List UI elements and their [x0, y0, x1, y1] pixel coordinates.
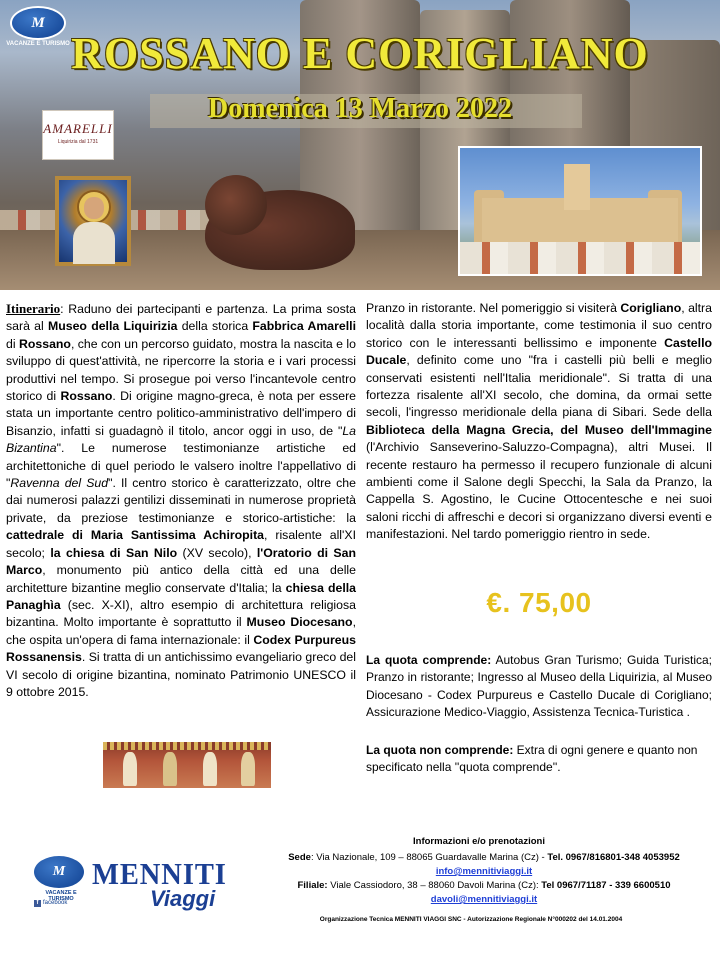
filiale-label: Filiale:	[297, 880, 328, 891]
text-run: ". Le numerose testimonianze artistiche ed architettoniche di quel periodo le valsero inoltre l'appellativo di "	[6, 441, 356, 491]
itinerary-text-right	[366, 301, 712, 541]
text-run: , che ospita un'opera di fama internazionale: il	[6, 615, 356, 647]
brand-subname: Viaggi	[150, 886, 216, 911]
codex-figure	[163, 752, 177, 786]
face-shape	[84, 197, 104, 219]
text-run: Rossano	[19, 336, 71, 351]
text-run: , che con un percorso guidato, mostra la nascita e lo sviluppo di quest'attività, ne ripercorre la storia e i vari processi produttivi nel tempo. Si prosegue poi verso l'incantevole centro storico di	[6, 336, 356, 404]
lion-statue-head	[205, 175, 267, 235]
email-davoli-link[interactable]: davoli@mennitiviaggi.it	[430, 894, 538, 905]
byzantine-icon-image	[55, 176, 131, 266]
castle-town	[460, 242, 702, 276]
text-run: della storica	[177, 319, 253, 334]
text-run: , monumento più antico della città ed una delle architetture bizantine meglio conservate d'Italia; la	[6, 563, 356, 595]
excludes-text: Extra di ogni genere e quanto non specificato nella ''quota comprende''.	[366, 743, 698, 775]
text-run: , altra località dalla storia importante, come testimonia il suo centro storico con le interessanti bellissimo e imponente	[366, 301, 712, 350]
text-run: Biblioteca della Magna Grecia, del Museo dell'Immagine	[366, 422, 712, 437]
logo-mark: M	[10, 6, 66, 40]
text-run: Pranzo in ristorante. Nel pomeriggio si visiterà	[366, 301, 621, 315]
itinerary-text-left	[6, 302, 356, 699]
sede-address: : Via Nazionale, 109 – 88065 Guardavalle Marina (Cz) -	[310, 852, 548, 863]
facebook-link[interactable]	[34, 900, 67, 907]
sede-phone: Tel. 0967/816801-348 4053952	[547, 852, 680, 863]
codex-figure	[203, 752, 217, 786]
brand-name: MENNITI	[92, 856, 227, 891]
includes-text: Autobus Gran Turismo; Guida Turistica; Pranzo in ristorante; Ingresso al Museo della Liquirizia, al Museo Diocesano - Codex Purpureus e Castello Ducale di Corigliano; Assicurazione Medico-Viaggio, Assistenza Tecnica-Turistica .	[366, 653, 712, 720]
amarelli-logo	[42, 110, 114, 160]
info-title: Informazioni e/o prenotazioni	[413, 836, 545, 847]
castle-photo	[458, 146, 702, 276]
email-line-1	[256, 865, 712, 879]
codex-figure	[123, 752, 137, 786]
filiale-phone: Tel 0967/71187 - 339 6600510	[541, 880, 671, 891]
excludes-label: La quota non comprende:	[366, 743, 514, 757]
text-run: . Di origine magno-greca, è nota per essere stata un importante centro politico-amministrativo dell'impero di Bisanzio, infatti si guadagnò il titolo, ancor oggi in uso, de "	[6, 389, 357, 438]
text-run: Fabbrica Amarelli	[252, 319, 356, 334]
text-run: l'Oratorio di San Marco	[6, 545, 356, 578]
price: €. 75,00	[486, 587, 592, 618]
text-run: Corigliano	[620, 301, 682, 315]
robe-shape	[73, 222, 115, 264]
text-run: Codex Purpureus Rossanensis	[6, 632, 356, 665]
facebook-text: facebook	[43, 900, 68, 906]
text-run: , definito come uno "fra i castelli più belli e meglio conservati esistenti nell'Italia meridionale". Si tratta di una fortezza risalente all'XI secolo, che domina, da ormai sette secoli, l'ingresso meridionale della piana di Sibari. Sede della	[366, 353, 712, 420]
menniti-logo-bottom[interactable]	[34, 856, 248, 916]
itinerary-right-column	[366, 300, 712, 544]
text-run: Museo della Liquirizia	[48, 319, 178, 334]
text-run: la chiesa di San Nilo	[50, 545, 178, 560]
text-run: (XV secolo),	[177, 545, 257, 560]
text-run: . Si tratta di un antichissimo evangeliario greco del VI secolo di origine bizantina, nominato Patrimonio UNESCO il 9 ottobre 2015.	[6, 650, 356, 699]
filiale-address: Viale Cassiodoro, 38 – 88060 Davoli Marina (Cz):	[327, 880, 542, 891]
text-run: chiesa della Panaghìa	[6, 580, 356, 612]
text-run: cattedrale di Maria Santissima Achiropita	[6, 528, 265, 543]
text-run: (sec. X-XI), altro esempio di architettura religiosa bizantina. Molto importante è soprattutto il	[6, 597, 356, 630]
codex-image	[103, 742, 271, 788]
page-title: ROSSANO E CORIGLIANO	[71, 29, 649, 78]
text-run: Rossano	[60, 389, 113, 404]
email-info-link[interactable]: info@mennitiviaggi.it	[435, 866, 533, 877]
includes-label: La quota comprende:	[366, 653, 492, 667]
filiale-line	[256, 879, 712, 893]
codex-figure	[241, 752, 255, 786]
logo-mark: M	[34, 856, 84, 888]
amarelli-name: AMARELLI	[43, 121, 113, 136]
text-run: (l'Archivio Sanseverino-Saluzzo-Compagna), altri Musei. Il recente restauro ha permesso il recupero funzionale di alcuni ambienti come il Salone degli Specchi, la Sala da Pranzo, la Cappella S. Agostino, le Cucine Ottocentesche e nei suoi saloni ricchi di affreschi e decori si organizzano diversi eventi e manifestazioni. Nel tardo pomeriggio rientro in sede.	[366, 440, 712, 542]
text-run: di	[6, 336, 19, 351]
text-run: ". Il centro storico è caratterizzato, oltre che dai numerosi palazzi gentilizi disseminati in numerose proprietà private, da preziose testimonianze e storico-artistiche: la	[6, 476, 356, 525]
text-run: , risalente all'XI secolo;	[6, 528, 356, 560]
organization-line: Organizzazione Tecnica MENNITI VIAGGI SNC - Autorizzazione Regionale N°000202 del 14.01.2004	[319, 916, 623, 923]
quota-comprende	[366, 652, 712, 722]
codex-script-band	[103, 742, 271, 750]
logo-subtitle: VACANZE E TURISMO	[6, 41, 70, 47]
amarelli-tag: Liquirizia dal 1731	[57, 139, 99, 145]
email-line-2	[256, 893, 712, 907]
text-run: La Bizantina	[6, 423, 356, 456]
text-run: Castello Ducale	[366, 335, 712, 368]
sede-line	[256, 851, 712, 865]
itinerary-left-column	[6, 300, 356, 701]
facebook-icon: f	[34, 900, 41, 907]
itinerary-label: Itinerario	[6, 301, 61, 316]
event-date: Domenica 13 Marzo 2022	[207, 93, 513, 124]
text-run: : Raduno dei partecipanti e partenza. La prima sosta sarà al	[6, 302, 356, 334]
quota-non-comprende	[366, 742, 712, 777]
text-run: Ravenna del Sud	[10, 476, 109, 491]
text-run: Museo Diocesano	[246, 615, 353, 630]
logo-subtitle: VACANZE E TURISMO	[45, 890, 77, 902]
castle-keep	[564, 164, 590, 210]
sede-label: Sede	[288, 852, 311, 863]
